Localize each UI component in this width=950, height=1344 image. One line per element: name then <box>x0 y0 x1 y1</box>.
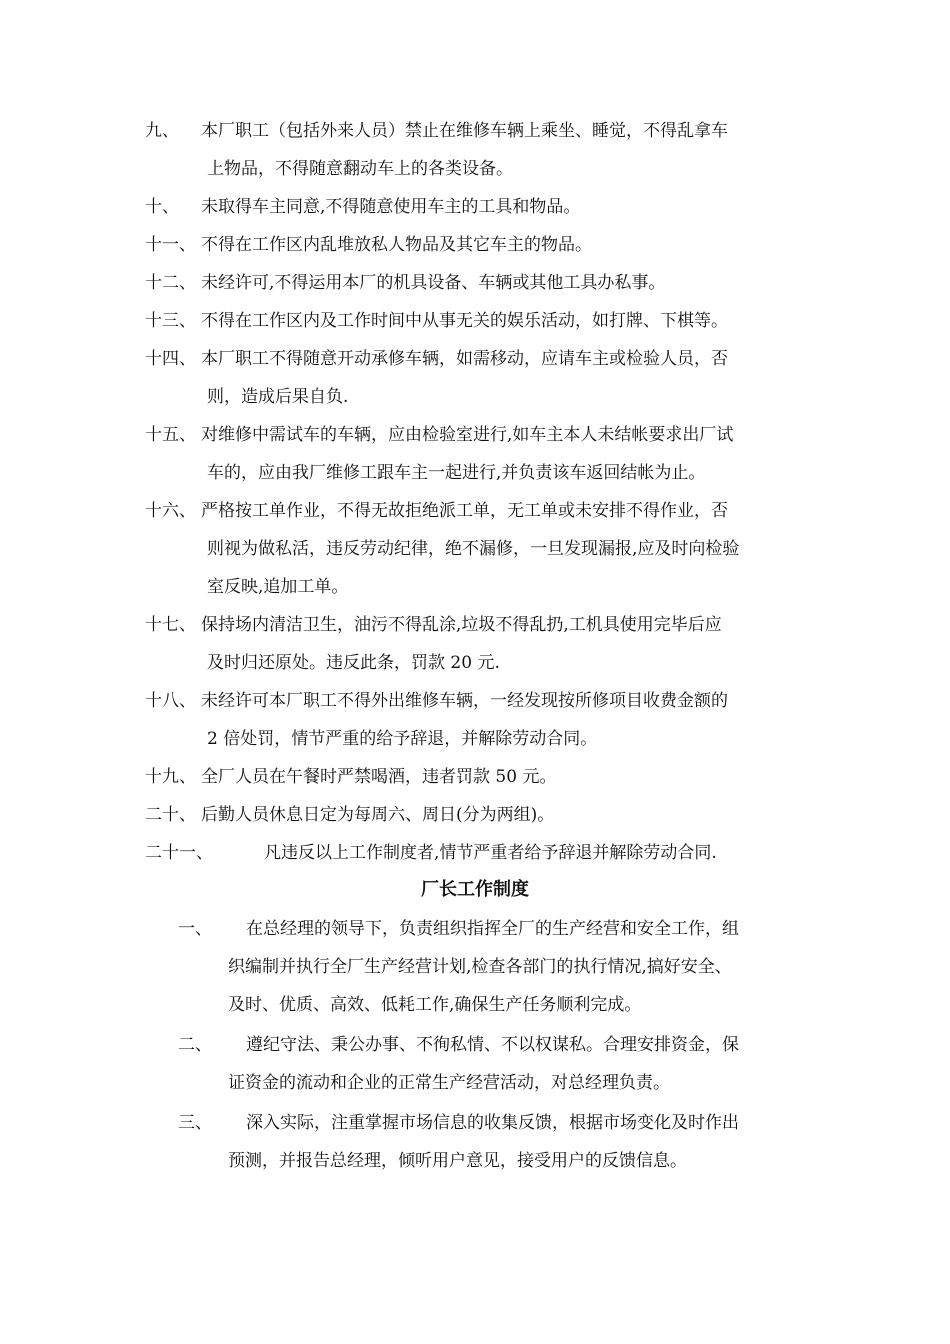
duty-item-number: 三、 <box>178 1113 212 1133</box>
rule-item <box>145 606 815 682</box>
rule-item-text <box>201 112 815 188</box>
duty-item-line: 预测，并报告总经理，倾听用户意见，接受用户的反馈信息。 <box>228 1151 687 1171</box>
duty-item <box>178 910 808 1024</box>
rule-item <box>145 302 815 340</box>
rule-item-line: 全厂人员在午餐时严禁喝酒，违者罚款 50 元。 <box>201 767 557 787</box>
rule-item-line: 室反映,追加工单。 <box>207 577 349 597</box>
rule-item-line: 则视为做私活，违反劳动纪律，绝不漏修，一旦发现漏报,应及时向检验 <box>207 539 740 559</box>
rule-item-text <box>201 340 815 416</box>
rule-item <box>145 682 815 758</box>
rule-item-number: 十四、 <box>145 349 196 369</box>
rule-item-number: 十六、 <box>145 501 196 521</box>
rule-item-number: 十五、 <box>145 425 196 445</box>
rule-item-text <box>201 264 815 302</box>
duty-item-line: 遵纪守法、秉公办事、不徇私情、不以权谋私。合理安排资金，保 <box>246 1035 739 1055</box>
rule-item-text <box>201 682 815 758</box>
rule-item-line: 2 倍处罚，情节严重的给予辞退，并解除劳动合同。 <box>207 729 598 749</box>
rule-item-text <box>201 492 815 606</box>
rule-item <box>145 416 815 492</box>
rule-item-number: 十八、 <box>145 691 196 711</box>
rule-item-text <box>201 188 815 226</box>
rule-item-text <box>201 416 815 492</box>
rule-item <box>145 188 815 226</box>
duty-item-line: 织编制并执行全厂生产经营计划,检查各部门的执行情况,搞好安全、 <box>228 957 732 977</box>
rule-item-text <box>201 758 815 796</box>
duty-item-line: 在总经理的领导下，负责组织指挥全厂的生产经营和安全工作，组 <box>246 919 739 939</box>
rule-item <box>145 758 815 796</box>
rule-item-text <box>201 302 815 340</box>
rule-item-number: 十九、 <box>145 767 196 787</box>
rule-item-number: 十三、 <box>145 311 196 331</box>
duty-item-number: 二、 <box>178 1035 212 1055</box>
rule-item-text <box>201 226 815 264</box>
duty-item-line: 深入实际，注重掌握市场信息的收集反馈，根据市场变化及时作出 <box>246 1113 739 1133</box>
rule-item-line: 凡违反以上工作制度者,情节严重者给予辞退并解除劳动合同. <box>264 843 717 863</box>
duty-item-number: 一、 <box>178 919 212 939</box>
rule-item-line: 不得在工作区内乱堆放私人物品及其它车主的物品。 <box>201 235 592 255</box>
rule-item-line: 本厂职工不得随意开动承修车辆，如需移动，应请车主或检验人员，否 <box>201 349 728 369</box>
rule-item-line: 则，造成后果自负. <box>207 387 349 407</box>
duty-item-line: 及时、优质、高效、低耗工作,确保生产任务顺利完成。 <box>228 995 642 1015</box>
duties-list <box>178 910 808 1182</box>
rule-item-line: 保持场内清洁卫生，油污不得乱涂,垃圾不得乱扔,工机具使用完毕后应 <box>201 615 722 635</box>
rule-item-text <box>264 834 815 872</box>
rule-item-line: 车的，应由我厂维修工跟车主一起进行,并负责该车返回结帐为止。 <box>207 463 706 483</box>
rule-item-number: 十七、 <box>145 615 196 635</box>
rule-item-text <box>201 606 815 682</box>
rule-item-line: 及时归还原处。违反此条，罚款 20 元. <box>207 653 500 673</box>
rule-item <box>145 340 815 416</box>
rule-item-line: 后勤人员休息日定为每周六、周日(分为两组)。 <box>201 805 555 825</box>
rule-item <box>145 112 815 188</box>
rule-item-line: 未取得车主同意,不得随意使用车主的工具和物品。 <box>201 197 581 217</box>
rules-list <box>145 112 815 872</box>
rule-item <box>145 796 815 834</box>
rule-item <box>145 264 815 302</box>
rule-item-number: 十一、 <box>145 235 196 255</box>
rule-item-number: 十、 <box>145 197 179 217</box>
duty-item-line: 证资金的流动和企业的正常生产经营活动，对总经理负责。 <box>228 1073 670 1093</box>
rule-item-line: 本厂职工（包括外来人员）禁止在维修车辆上乘坐、睡觉，不得乱拿车 <box>201 121 728 141</box>
rule-item-line: 未经许可,不得运用本厂的机具设备、车辆或其他工具办私事。 <box>201 273 666 293</box>
rule-item-line: 不得在工作区内及工作时间中从事无关的娱乐活动，如打牌、下棋等。 <box>201 311 728 331</box>
rule-item <box>145 834 815 872</box>
duty-item-text <box>228 1026 808 1102</box>
duty-item-text <box>228 1104 808 1180</box>
rule-item-line: 未经许可本厂职工不得外出维修车辆，一经发现按所修项目收费金额的 <box>201 691 728 711</box>
rule-item <box>145 492 815 606</box>
duty-item <box>178 1104 808 1180</box>
rule-item-number: 二十、 <box>145 805 196 825</box>
duty-item <box>178 1026 808 1102</box>
rule-item-text <box>201 796 815 834</box>
rule-item-line: 上物品，不得随意翻动车上的各类设备。 <box>207 159 513 179</box>
rule-item-number: 九、 <box>145 121 179 141</box>
duty-item-text <box>228 910 808 1024</box>
section-title: 厂长工作制度 <box>421 879 529 900</box>
rule-item-number: 十二、 <box>145 273 196 293</box>
rule-item-number: 二十一、 <box>145 843 213 863</box>
rule-item-line: 对维修中需试车的车辆，应由检验室进行,如车主本人未结帐要求出厂试 <box>201 425 734 445</box>
rule-item <box>145 226 815 264</box>
rule-item-line: 严格按工单作业，不得无故拒绝派工单，无工单或未安排不得作业，否 <box>201 501 728 521</box>
